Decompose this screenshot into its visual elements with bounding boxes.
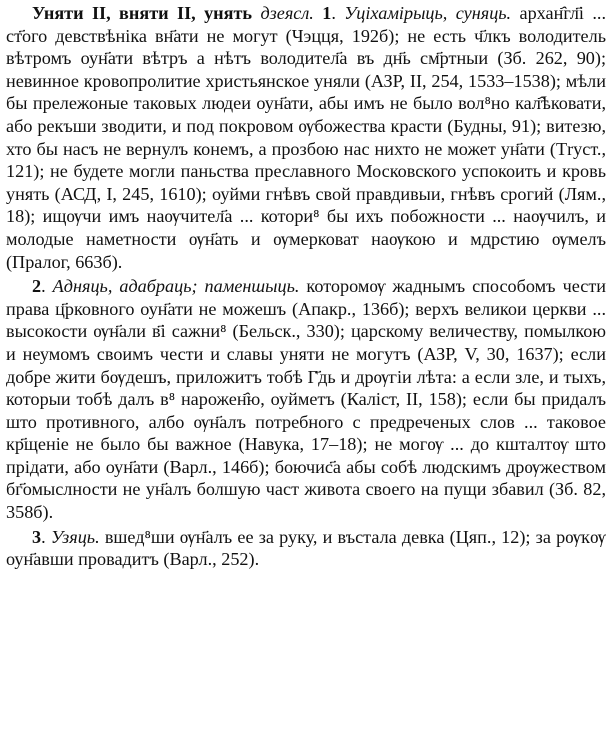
- sense-2: 2. Адняць, адабраць; паменшыць. которомѹ жаднымъ способомъ чести права ц҃рковного оун҃ати не можешъ (Апакр., 136б); верхъ великои церкви ... высокости ѹн҃али в҃і сажни⁸ (Бельск., 330); царскому величеству, помылкою и неумомъ своимъ чести и славы уняти не могутъ (АЗР, V, 30, 1637); если добре жити бѹдешъ, приложитъ тобѣ Г҃дь и дрѹгіи лѣта: а если зле, и тыхъ, которыи тобѣ далъ в⁸ нарожен҄ю, оуйметъ (Каліст, II, 158); если бы придалъ што противного, албо ѹн҃алъ потребного с предреченых слов ... таковое кр҃щеніе не было бы важное (Навука, 17–18); не могѹ ... до кшталтѹ што прідати, або оун҃ати (Варл., 146б); боючис҃а абы собѣ людскимъ дрѹжеством бг҃омыслности не ун҃алъ болшую част живота своего на пущи збавил (Зб. 82, 358б).: [6, 276, 606, 523]
- sense-citations: архан҄гл҃і ... ст҃ого девствѣніка вн҃ати не могут (Чэцця, 192б); не есть ч҃лкъ володитель вѣтромъ оун҃ати вѣтръ а нѣтъ володител҃а въ дн҃ь см҃ртныи (Зб. 262, 90); невинное кровопролитие христьянское уняли (АЗР, II, 254, 1533–1538); мѣли бы прележоные таковых людеи оун҃ати, абы имъ не было вол⁸но кал҄ѣковати, або рекъши зводити, и под покровом ѹбожества красти (Будны, 91); витезю, хто бы насъ не вернулъ конемъ, а прозбою нас нихто не может ун҃ати (Тryст., 121); не будете могли паньства преславного Московского успокоить и кровь унять (АСД, I, 245, 1610); оуйми гнѣвъ свой правдивыи, гнѣвъ срогий (Лям., 18); ищѹчи имъ наѹчител҃а ... котори⁸ бы ихъ побожности ... наѹчилъ, и молодые наметности ѹн҃ать и ѹмерковат наѹкою и мдрстию ѹмелъ (Пралог, 663б).: [6, 3, 606, 272]
- sense-citations: которомѹ жаднымъ способомъ чести права ц҃рковного оун҃ати не можешъ (Апакр., 136б); верхъ великои церкви ... высокости ѹн҃али в҃і сажни⁸ (Бельск., 330); царскому величеству, помылкою и неумомъ своимъ чести и славы уняти не могутъ (АЗР, V, 30, 1637); если добре жити бѹдешъ, приложитъ тобѣ Г҃дь и дрѹгіи лѣта: а если зле, и тыхъ, которыи тобѣ далъ в⁸ нарожен҄ю, оуйметъ (Каліст, II, 158); если бы придалъ што противного, албо ѹн҃алъ потребного с предреченых слов ... таковое кр҃щеніе не было бы важное (Навука, 17–18); не могѹ ... до кшталтѹ што прідати, або оун҃ати (Варл., 146б); боючис҃а абы собѣ людскимъ дрѹжеством бг҃омыслности не ун҃алъ болшую част живота своего на пущи збавил (Зб. 82, 358б).: [6, 276, 606, 523]
- sense-1: Уняти II, вняти II, унять дзеясл. 1. Уціхамірыць, суняць. архан҄гл҃і ... ст҃ого девствѣніка вн҃ати не могут (Чэцця, 192б); не есть ч҃лкъ володитель вѣтромъ оун҃ати вѣтръ а нѣтъ володител҃а въ дн҃ь см҃ртныи (Зб. 262, 90); невинное кровопролитие христьянское уняли (АЗР, II, 254, 1533–1538); мѣли бы прележоные таковых людеи оун҃ати, абы имъ не было вол⁸но кал҄ѣковати, або рекъши зводити, и под покровом ѹбожества красти (Будны, 91); витезю, хто бы насъ не вернулъ конемъ, а прозбою нас нихто не может ун҃ати (Тryст., 121); не будете могли паньства преславного Московского успокоить и кровь унять (АСД, I, 245, 1610); оуйми гнѣвъ свой правдивыи, гнѣвъ срогий (Лям., 18); ищѹчи имъ наѹчител҃а ... котори⁸ бы ихъ побожности ... наѹчилъ, и молодые наметности ѹн҃ать и ѹмерковат наѹкою и мдрстию ѹмелъ (Пралог, 663б).: [6, 3, 606, 272]
- part-of-speech: дзеясл.: [260, 3, 314, 23]
- sense-gloss: Уціхамірыць, суняць.: [344, 3, 512, 23]
- sense-number: 3: [32, 526, 42, 547]
- headword: Уняти II, вняти II, унять: [32, 3, 253, 23]
- sense-3: 3. Узяць. вшед⁸ши ѹн҃алъ ее за руку, и въстала девка (Цяп., 12); за рѹкѹ оун҃авши провадитъ (Варл., 252).: [6, 526, 606, 570]
- sense-gloss: Адняць, адабраць; паменшыць.: [52, 276, 300, 297]
- sense-number: 1: [322, 3, 332, 23]
- sense-citations: вшед⁸ши ѹн҃алъ ее за руку, и въстала девка (Цяп., 12); за рѹкѹ оун҃авши провадитъ (Варл., 252).: [6, 526, 606, 570]
- sense-gloss: Узяць.: [50, 526, 100, 547]
- sense-number: 2: [32, 276, 42, 297]
